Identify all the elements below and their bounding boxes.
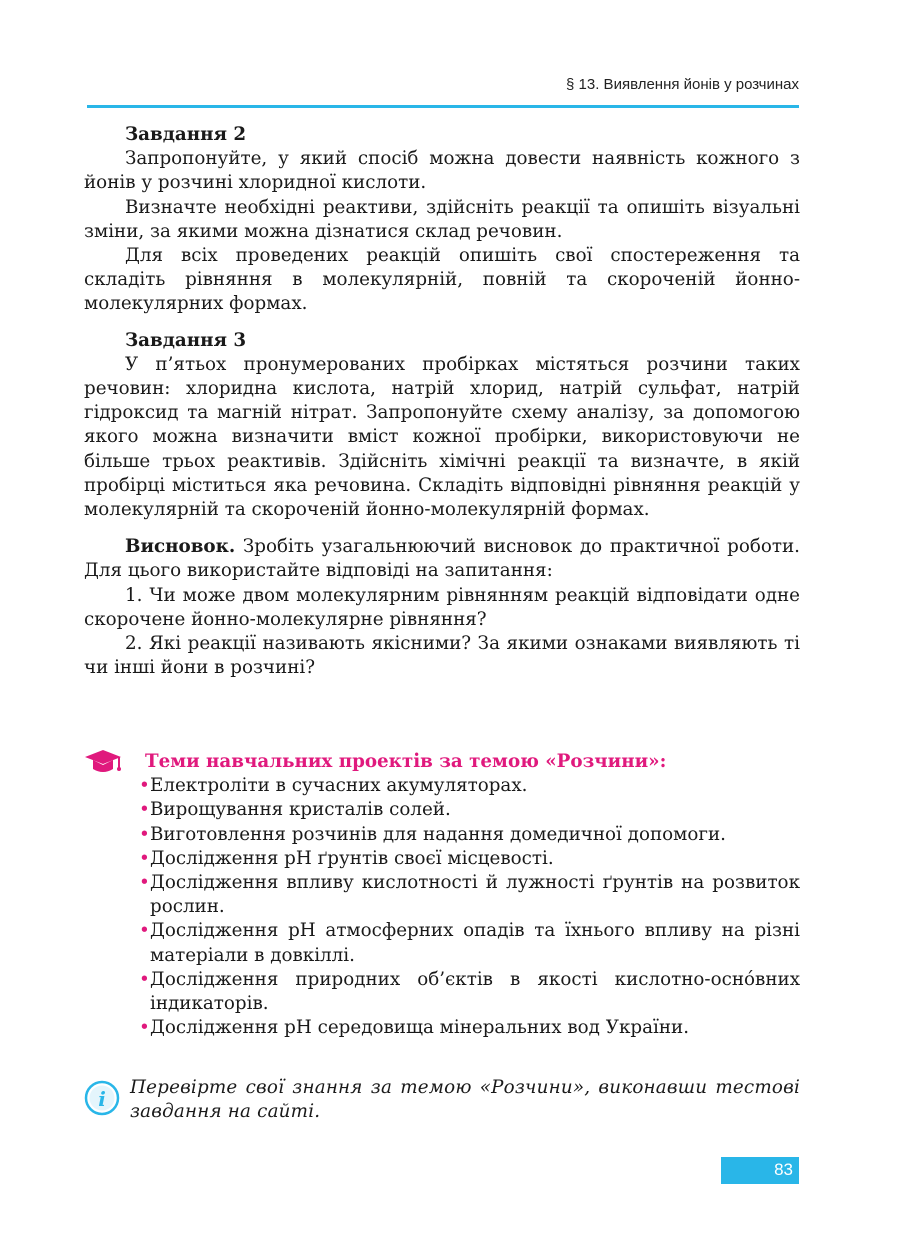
task2-paragraph-1: Запропонуйте, у який спосіб можна довести наявність кожного з йонів у розчині хлоридної кислоти. xyxy=(84,148,800,194)
list-item: • Дослідження впливу кислотності й лужності ґрунтів на розвиток рослин. xyxy=(139,872,800,918)
list-item: • Вирощування кристалів солей. xyxy=(139,798,800,822)
bullet-icon: • xyxy=(139,968,150,990)
info-note xyxy=(84,1076,800,1124)
bullet-icon: • xyxy=(139,823,150,845)
header-rule xyxy=(87,105,799,108)
conclusion-question-1: 1. Чи може двом молекулярним рівнянням реакцій відповідати одне скорочене йонно-молекулярне рівняння? xyxy=(84,584,800,630)
list-item: • Електроліти в сучасних акумуляторах. xyxy=(139,774,800,798)
info-icon xyxy=(84,1080,120,1123)
page-number-box xyxy=(721,1157,799,1184)
task2-paragraph-3: Для всіх проведених реакцій опишіть свої спостереження та складіть рівняння в молекулярній, повній та скороченій йонно-молекулярних формах. xyxy=(84,245,800,315)
bullet-icon: • xyxy=(139,799,150,821)
conclusion-question-2: 2. Які реакції називають якісними? За якими ознаками виявляють ті чи інші йони в розчині? xyxy=(84,633,800,679)
task3-title: Завдання 3 xyxy=(125,329,247,351)
conclusion-label: Висновок. xyxy=(125,536,236,558)
conclusion-paragraph xyxy=(84,535,800,583)
list-item: • Дослідження природних об’єктів в якості кислотно-осно́вних індикаторів. xyxy=(139,968,800,1015)
projects-list xyxy=(139,774,800,1040)
list-item: • Дослідження pH атмосферних опадів та їхнього впливу на різні матеріали в довкіллі. xyxy=(139,920,800,966)
projects-title: Теми навчальних проектів за темою «Розчини»: xyxy=(145,751,667,772)
bullet-icon: • xyxy=(139,872,150,894)
list-item: • Дослідження pH ґрунтів своєї місцевості. xyxy=(139,847,800,871)
list-item: • Виготовлення розчинів для надання домедичної допомоги. xyxy=(139,823,800,847)
page-content xyxy=(84,123,800,680)
svg-text:i: i xyxy=(98,1087,106,1111)
list-item: • Дослідження pH середовища мінеральних вод України. xyxy=(139,1016,800,1040)
bullet-icon: • xyxy=(139,920,150,942)
task2-title: Завдання 2 xyxy=(125,124,247,145)
bullet-icon: • xyxy=(139,1017,150,1039)
page-number: 83 xyxy=(774,1160,793,1179)
running-header: § 13. Виявлення йонів у розчинах xyxy=(566,76,799,93)
task2-paragraph-2: Визначте необхідні реактиви, здійсніть реакції та опишіть візуальні зміни, за якими можна дізнатися склад речовин. xyxy=(84,196,800,242)
bullet-icon: • xyxy=(139,775,150,797)
projects-section xyxy=(84,750,800,1040)
bullet-icon: • xyxy=(139,847,150,869)
task3-paragraph: У п’ятьох пронумерованих пробірках містяться розчини таких речовин: хлоридна кислота, натрій хлорид, натрій сульфат, натрій гідроксид та магній нітрат. Запропонуйте схему аналізу, за допомогою якого можна визначити вміст кожної пробірки, використовуючи не більше трьох реактивів. Здійсніть хімічні реакції та визначте, в якій пробірці міститься яка речовина. Складіть відповідні рівняння реакцій у молекулярній та скороченій йонно-молекулярній формах. xyxy=(84,353,800,521)
conclusion-text: Зробіть узагальнюючий висновок до практичної роботи. Для цього використайте відповіді на запитання: xyxy=(84,536,800,582)
graduation-cap-icon xyxy=(84,748,122,783)
info-text: Перевірте свої знання за темою «Розчини», виконавши тестові завдання на сайті. xyxy=(130,1077,800,1123)
